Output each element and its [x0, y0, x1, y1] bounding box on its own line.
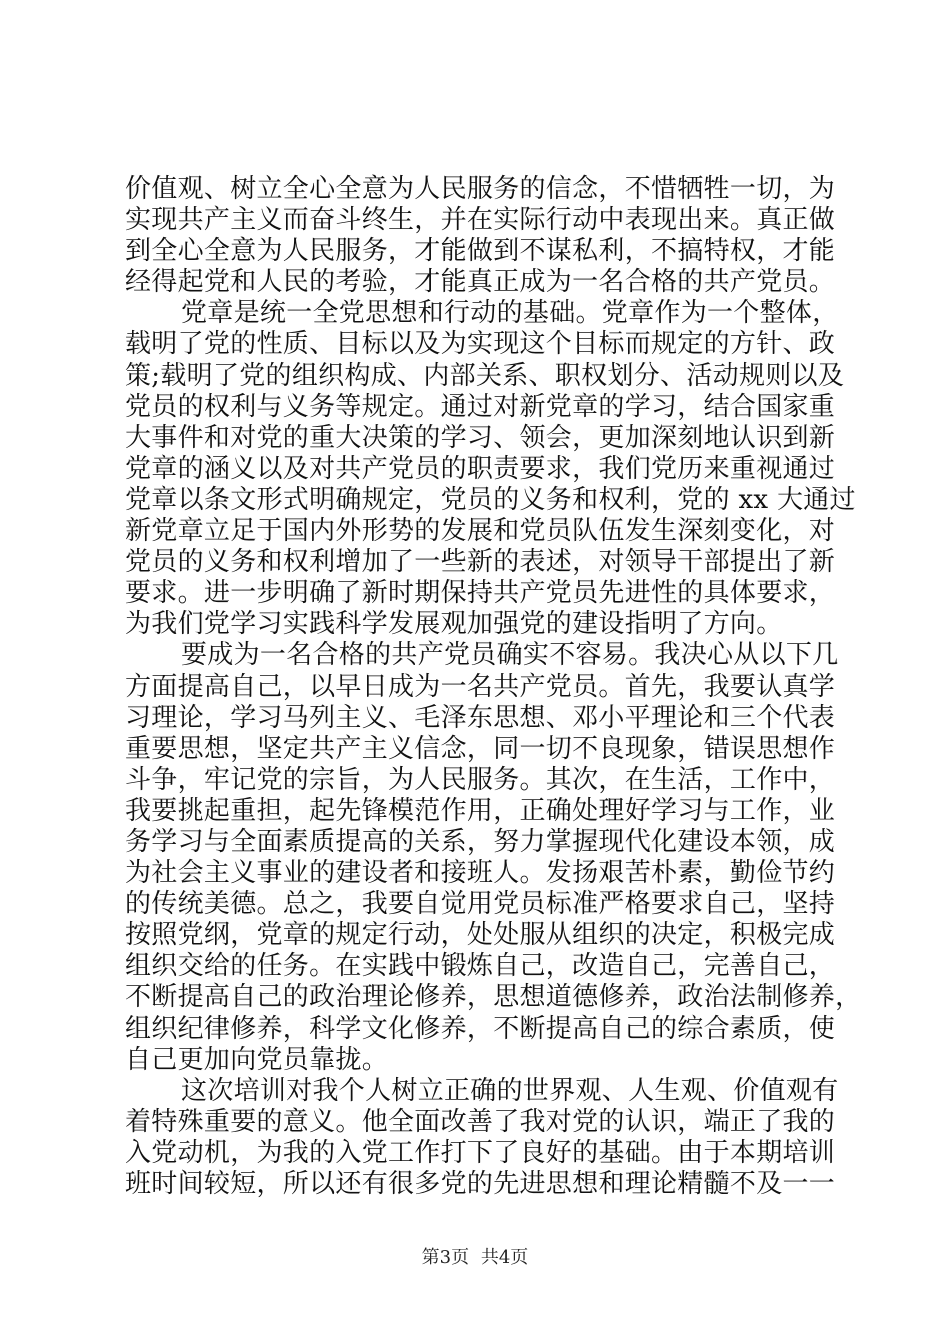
text-line: 重要思想，坚定共产主义信念，同一切不良现象，错误思想作: [125, 733, 836, 764]
text-line: 党章以条文形式明确规定，党员的义务和权利，党的 xx 大通过: [125, 484, 856, 515]
paragraph-first-line: 这次培训对我个人树立正确的世界观、人生观、价值观有: [181, 1075, 839, 1106]
text-line: 经得起党和人民的考验，才能真正成为一名合格的共产党员。: [125, 267, 836, 298]
text-line: 斗争，牢记党的宗旨，为人民服务。其次，在生活，工作中，: [125, 764, 836, 795]
document-body: [125, 174, 862, 1200]
text-line: 党员的权利与义务等规定。通过对新党章的学习，结合国家重: [125, 391, 836, 422]
text-line: 我要挑起重担，起先锋模范作用，正确处理好学习与工作，业: [125, 795, 836, 826]
text-line: 载明了党的性质、目标以及为实现这个目标而规定的方针、政: [125, 329, 836, 360]
text-line: 大事件和对党的重大决策的学习、领会，更加深刻地认识到新: [125, 422, 836, 453]
text-line: 按照党纲，党章的规定行动，处处服从组织的决定，积极完成: [125, 920, 836, 951]
text-line: 着特殊重要的意义。他全面改善了我对党的认识，端正了我的: [125, 1106, 836, 1137]
text-line: 务学习与全面素质提高的关系，努力掌握现代化建设本领，成: [125, 826, 836, 857]
text-line: 为社会主义事业的建设者和接班人。发扬艰苦朴素，勤俭节约: [125, 858, 836, 889]
text-line: 党员的义务和权利增加了一些新的表述，对领导干部提出了新: [125, 547, 836, 578]
text-line: 习理论，学习马列主义、毛泽东思想、邓小平理论和三个代表: [125, 702, 836, 733]
text-line: 的传统美德。总之，我要自觉用党员标准严格要求自己，坚持: [125, 889, 836, 920]
text-line: 要求。进一步明确了新时期保持共产党员先进性的具体要求，: [125, 578, 836, 609]
paragraph-first-line: 要成为一名合格的共产党员确实不容易。我决心从以下几: [181, 640, 839, 671]
text-line: 方面提高自己，以早日成为一名共产党员。首先，我要认真学: [125, 671, 836, 702]
text-line: 实现共产主义而奋斗终生，并在实际行动中表现出来。真正做: [125, 205, 836, 236]
text-line: 组织纪律修养，科学文化修养，不断提高自己的综合素质，使: [125, 1013, 836, 1044]
text-line: 党章的涵义以及对共产党员的职责要求，我们党历来重视通过: [125, 453, 836, 484]
page-total: 共4页: [480, 1247, 529, 1268]
page-footer: [0, 1246, 950, 1270]
text-line: 价值观、树立全心全意为人民服务的信念，不惜牺牲一切，为: [125, 174, 836, 204]
text-line: 策;载明了党的组织构成、内部关系、职权划分、活动规则以及: [125, 360, 845, 391]
page-number: 第3页: [421, 1247, 470, 1268]
text-line: 班时间较短，所以还有很多党的先进思想和理论精髓不及一一: [125, 1169, 836, 1199]
text-line: 入党动机，为我的入党工作打下了良好的基础。由于本期培训: [125, 1137, 836, 1168]
paragraph-first-line: 党章是统一全党思想和行动的基础。党章作为一个整体，: [181, 298, 839, 329]
text-line: 组织交给的任务。在实践中锻炼自己，改造自己，完善自己，: [125, 951, 836, 982]
text-line: 为我们党学习实践科学发展观加强党的建设指明了方向。: [125, 609, 783, 640]
text-line: 不断提高自己的政治理论修养，思想道德修养，政治法制修养，: [125, 982, 862, 1013]
text-line: 新党章立足于国内外形势的发展和党员队伍发生深刻变化，对: [125, 516, 836, 547]
text-line: 到全心全意为人民服务，才能做到不谋私利，不搞特权，才能: [125, 236, 836, 267]
text-line: 自己更加向党员靠拢。: [125, 1044, 389, 1075]
